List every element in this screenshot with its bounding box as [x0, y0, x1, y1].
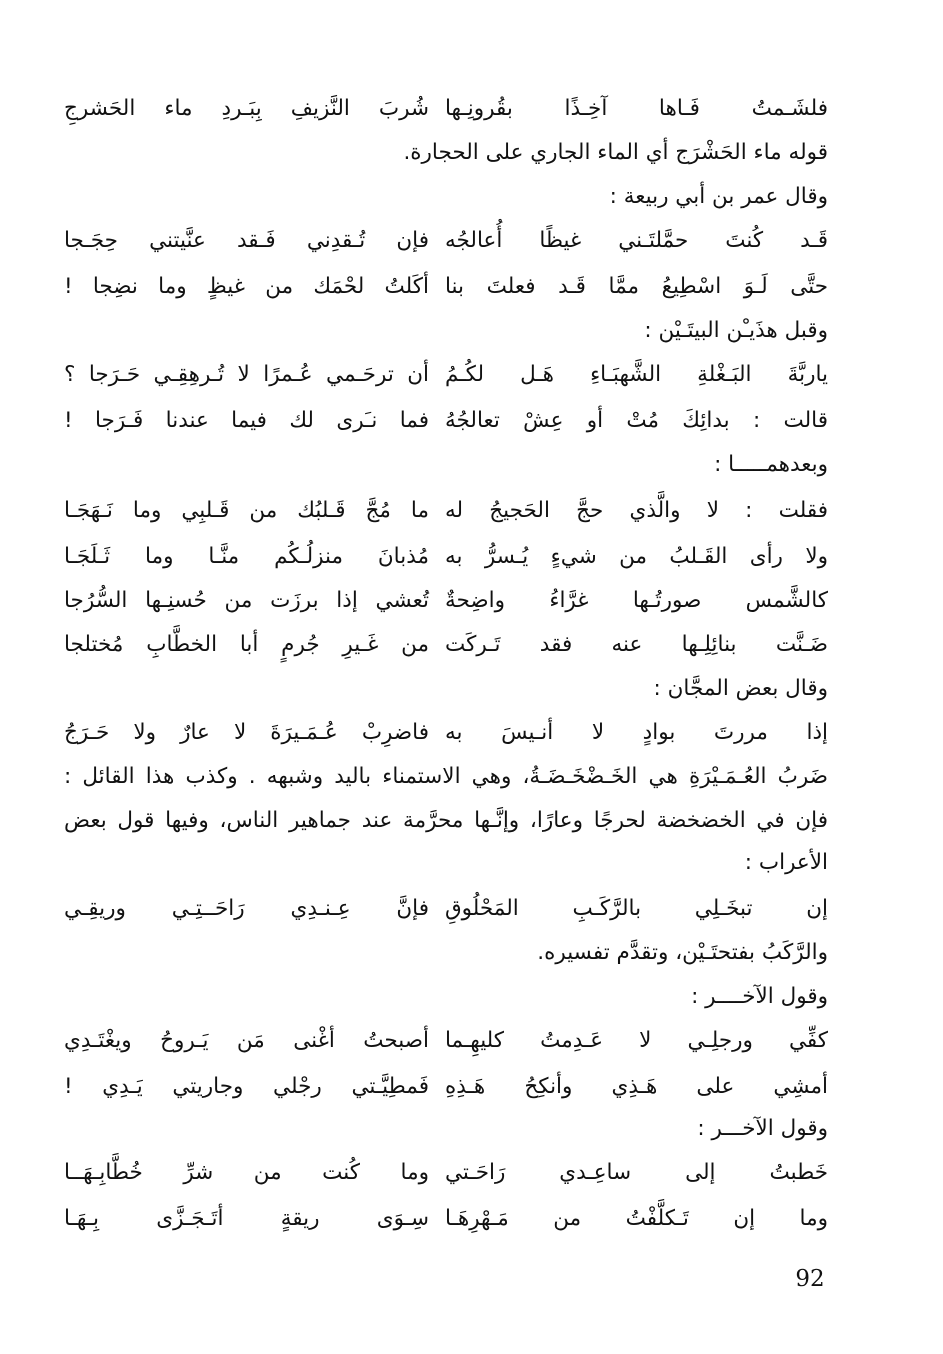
attribution-line: وقبل هذَيـْن البيتَـيْن :: [644, 318, 828, 343]
commentary-line: والرَّكَبُ بفتحتَـيْن، وتقدَّم تفسيره.: [537, 940, 828, 965]
verse-hemistich-right: قالت : بدائِكَ مُتْ أو عِشْ تعالجُهُ: [445, 408, 828, 433]
verse-hemistich-left: من غَـيرِ جُرمٍ أبا الخطَّابِ مُختلجا: [64, 632, 429, 657]
verse-hemistich-left: سِـوَى ريقةٍ أتَـجَـزَّى بِـهَـا: [64, 1206, 429, 1231]
verse-hemistich-left: مُذبانَ منزلُـكُم منَّـا وما ثَـلَجَـا: [64, 544, 429, 569]
verse-hemistich-right: كالشَّمس صورتُـها غرَّاءُ واضِحةٌ: [445, 588, 828, 613]
verse-hemistich-right: إن تبخَـلِي بالرَّكَـبِ المَحْلُوقِ: [445, 896, 828, 921]
verse-hemistich-right: كفِّي ورجلِـي لا عَـدِمتُ كليهِـما: [445, 1028, 828, 1053]
page-number: 92: [795, 1266, 825, 1292]
verse-hemistich-right: خَطبتُ إلى ساعِـدي رَاحَـتي: [445, 1160, 828, 1185]
prose-line: الأعراب :: [744, 850, 828, 875]
verse-hemistich-right: إذا مررتَ بوادٍ لا أنـيسَ به: [445, 720, 828, 745]
attribution-line: وقول الآخـــر :: [697, 1116, 828, 1141]
verse-hemistich-left: فإن تُـقدِني فَـقد عنَّيتني حِجَـجا: [64, 228, 429, 253]
verse-hemistich-right: وما إن تَـكلَّفْتُ من مَـهْرِهَـا: [445, 1206, 828, 1231]
verse-hemistich-left: فَمطِيَّـتي رجْلي وجاريتي يَـدِي !: [64, 1074, 429, 1099]
verse-hemistich-right: ياربَّةَ البَـغْلةِ الشَّهبَـاءِ هَـل لكُـمُ: [445, 362, 828, 387]
verse-hemistich-left: وما كُنت من شرِّ خُطَّابِـهَــا: [64, 1160, 429, 1185]
verse-hemistich-right: أمشِي على هَـذِي وأنكِحُ هَـذِهِ: [445, 1074, 828, 1099]
verse-hemistich-left: أكَلتُ لحْمَك من غيظٍ وما نضِجا !: [64, 274, 429, 299]
verse-hemistich-left: فما نـَرى لك فيما عندنا فَـرَجا !: [64, 408, 429, 433]
verse-hemistich-left: ما مُجَّ قَـلبُك من قَـلبِي وما نَـهَجَـا: [64, 498, 429, 523]
attribution-line: وبعدهمـــــا :: [714, 452, 828, 477]
attribution-line: وقال عمر بن أبي ربيعة :: [609, 184, 828, 209]
verse-hemistich-right: فقلت : لا والَّذي حجَّ الحَجيجُ له: [445, 498, 828, 523]
verse-hemistich-right: ضَـنَّت بنائِلِـها عنه فقد تَـركَت: [445, 632, 828, 657]
verse-hemistich-left: شُربَ النَّزيفِ بِبَـردِ ماء الحَشرجِ: [64, 96, 429, 121]
verse-hemistich-right: حتَّى لَـوَ اسْطِيعُ ممَّا قَـد فعلتَ بنا: [445, 274, 828, 299]
verse-hemistich-left: فاضرِبْ عُـمَـيرَةَ لا عارٌ ولا حَـرَجُ: [64, 720, 429, 745]
verse-hemistich-right: قَـد كُنتَ حمَّلتَـني غيظًا أُعالجُه: [445, 228, 828, 253]
verse-hemistich-right: فلشَـمتُ فَـاها آخِـذًا بقُرونِـها: [445, 96, 828, 121]
prose-line: ضَربُ العُـمَـيْرَةِ هي الخَـضْخَـضَـةُ، وهي الاستمناء باليد وشبهه . وكذب هذا القائل :: [64, 764, 828, 789]
verse-hemistich-left: فإنَّ عِـنـدِي رَاحَــتِـي وريقِـي: [64, 896, 429, 921]
verse-hemistich-left: أن ترحَـمي عُـمرًا لا تُـرهِقِـي حَـرَجا ؟: [64, 362, 429, 387]
prose-line: فإن في الخضخضة لحرجًا وعارًا، وإنَّـها محرَّمة عند جماهير الناس، وفيها قول بعض: [64, 808, 828, 833]
attribution-line: وقول الآخــــر :: [691, 984, 828, 1009]
attribution-line: وقال بعض المجَّان :: [653, 676, 828, 701]
verse-hemistich-left: تُعشي إذا برزَت من حُسنِـها السُّرُجا: [64, 588, 429, 613]
verse-hemistich-right: ولا رأى القَـلبُ من شيءٍ يُـسرُّ به: [445, 544, 828, 569]
commentary-line: قوله ماء الحَشْرَج أي الماء الجاري على الحجارة.: [403, 140, 828, 165]
verse-hemistich-left: أصبحتُ أغْنى مَن يَـروحُ ويغْتَـدِي: [64, 1028, 429, 1053]
